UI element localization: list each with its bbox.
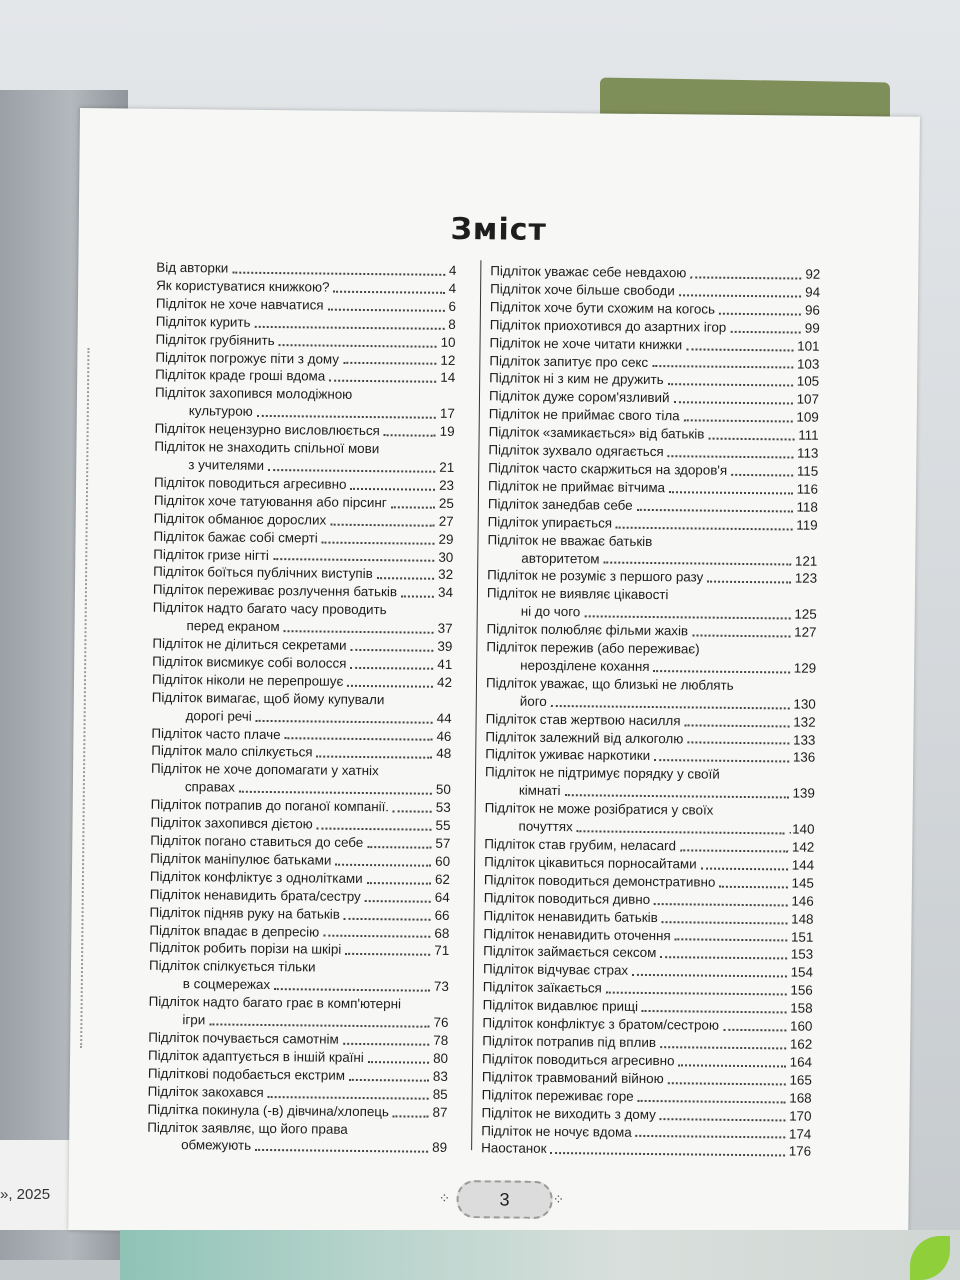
dot-leader [690,276,801,279]
dot-leader [257,415,436,419]
toc-entry-page: 4 [448,280,457,296]
toc-entry-page: 37 [437,620,453,637]
toc-entry-continuation: його [519,693,547,709]
toc-entry-title: Підліток курить [155,313,251,330]
toc-entry-title: Підліток уживає наркотики [485,746,651,764]
toc-entry-title: Підліток став грубим, нелаcard [484,836,677,854]
toc-entry-title: Як користуватися книжкою? [156,277,330,295]
toc-entry-title: Підліток адаптується в іншій країні [148,1047,364,1065]
toc-entry-page: 32 [438,567,454,583]
toc-entry-page: 153 [790,946,814,963]
toc-entry-title: Підліток запитує про секс [489,352,649,370]
toc-entry-page: 99 [804,320,820,336]
fabric-background [120,1230,960,1280]
dot-leader [209,1023,429,1027]
toc-entry-page: .140 [788,821,815,837]
toc-entry-page: 127 [794,624,817,640]
toc-entry-page: 48 [436,746,452,762]
toc-entry-title: Підліток поводиться агресивно [481,1051,675,1069]
toc-entry-page: 53 [435,799,451,816]
toc-entry-page: 109 [796,409,819,426]
toc-entry-page: 144 [791,857,815,873]
toc-entry-continuation: культурою [188,403,253,420]
toc-entry-page: 129 [793,660,817,676]
toc-entry-page: 46 [436,728,452,744]
page-title: Зміст [450,211,548,248]
dot-leader [345,953,430,956]
toc-entry-page: 174 [788,1125,812,1142]
toc-entry-page: 176 [788,1143,812,1160]
dot-leader [674,401,793,404]
toc-entry-page: 14 [440,370,456,386]
page-number: 3 [456,1180,552,1219]
toc-entry-page: 23 [439,477,455,493]
dot-leader [317,828,432,831]
dot-leader [686,348,793,351]
toc-entry-title: Підліток робить порізи на шкірі [149,940,342,958]
toc-entry-title: Підліток упирається [487,513,613,531]
toc-entry-title: Підліток ненавидить оточення [483,925,671,943]
toc-entry-page: 4 [448,262,457,278]
toc-entry-continuation: справах [184,779,235,795]
toc-entry-page: 39 [437,638,453,654]
dot-leader [719,885,787,888]
toc-entry-page: 12 [440,352,456,368]
toc-entry-title: Підліток приохотився до азартних ігор [489,317,727,335]
dot-leader [679,294,801,297]
toc-entry-title: Підліток не приймає вітчима [487,478,666,496]
dot-leader [680,849,788,852]
dot-leader [350,667,433,670]
dot-leader [669,491,793,494]
toc-entry-page: 105 [796,373,820,390]
dot-leader [652,365,793,368]
toc-entry [481,1140,811,1161]
toc-entry-page: 19 [439,423,455,440]
dot-leader [731,474,793,477]
toc-entry-page: 132 [793,714,816,730]
toc-entry-title: Підліток цікавиться порносайтами [484,854,697,872]
dot-leader [268,469,435,473]
dot-leader [565,794,789,798]
dot-leader [351,649,434,652]
toc-entry-title: Підліток не вважає батьків [487,531,653,549]
dot-leader [347,685,433,688]
toc-entry-page: 142 [791,839,815,855]
toc-entry-page: 154 [790,964,814,981]
toc-entry-title: Підліток не хоче читати книжки [489,334,683,352]
dot-leader [678,1064,785,1067]
toc-entry-page: 78 [433,1032,449,1048]
dot-leader [274,988,430,992]
toc-entry-page: 125 [794,606,817,622]
dot-leader [377,577,434,580]
toc-entry-title: Підліток не ділиться секретами [152,635,347,653]
toc-entry-title: Підліток грубіянить [155,331,275,348]
toc-entry-page: 83 [432,1068,448,1084]
toc-entry-page: 21 [439,459,455,475]
toc-entry-title: Підліток потрапив під вплив [482,1033,657,1051]
dot-leader [719,312,801,315]
toc-entry-page: 121 [794,553,818,569]
dot-leader [577,830,785,834]
dot-leader [687,742,789,745]
toc-entry-page: 89 [432,1140,448,1156]
toc-entry-title: Підліток поводиться демонстративно [483,872,716,890]
toc-entry-page: 96 [804,302,821,318]
toc-entry-title: Підліток захопився молодіжною [154,385,353,403]
toc-entry-page: 162 [789,1036,813,1052]
toc-entry-title: Підліток ні з ким не дружить [489,370,664,388]
dot-leader [668,455,793,458]
dot-leader [707,581,791,584]
dot-leader [279,344,437,348]
dot-leader [730,330,801,333]
toc-entry-page: 151 [790,929,814,945]
toc-entry-page: 160 [790,1018,813,1034]
toc-entry-title: Підліток не ночує вдома [481,1122,632,1140]
toc-entry-title: Підліток конфліктує з однолітками [149,868,363,886]
dot-leader [323,935,430,938]
toc-entry-continuation: почуттях [518,818,573,835]
column-divider [471,260,481,1150]
toc-entry-title: Підліток залежний від алкоголю [485,728,684,746]
dot-leader [335,864,431,867]
toc-entry-continuation: з учителями [188,457,265,473]
toc-entry-title: Підліток не хоче навчатися [155,295,324,313]
toc-left-column [147,259,456,1157]
toc-entry-page: 130 [793,696,816,712]
toc-entry-page: 80 [433,1050,449,1066]
toc-entry-page: 107 [796,391,820,408]
toc-entry-page: 57 [435,835,451,851]
toc-entry-page: 103 [796,356,820,372]
toc-entry-page: 50 [435,782,451,798]
toc-entry-title: Підліток захопився дієтою [150,814,313,832]
toc-entry-page: 25 [438,495,454,511]
toc-entry-page: 146 [791,893,814,909]
toc-entry-page: 145 [791,875,815,891]
dot-leader [636,1135,785,1139]
toc-entry-continuation: перед екраном [186,618,280,635]
toc-entry-title: Підліток не виходить з дому [481,1104,656,1122]
dot-leader [365,900,431,903]
toc-entry-page: 27 [438,513,454,529]
dot-leader [368,1061,429,1064]
toc-entry-page: 133 [793,732,816,748]
toc-entry-page: 30 [438,549,454,565]
dot-leader [322,541,435,544]
dot-leader [285,738,433,742]
toc-entry-page: 148 [791,911,814,927]
toc-entry-title: Підліток не виявляє цікавості [486,585,669,603]
toc-entry-title: Підліток впадає в депресію [149,922,320,940]
toc-entry-page: 123 [794,570,818,587]
toc-entry-page: 116 [796,481,819,497]
dot-leader [255,1149,428,1153]
toc-entry-title: Наостанок [481,1140,547,1157]
toc-entry-title: Підліток хоче татуювання або пірсинг [153,492,387,511]
toc-entry-page: 170 [789,1108,812,1124]
toc-entry-page: 164 [789,1054,813,1070]
toc-entry-page: 118 [796,499,818,515]
binding-stitches [80,348,93,1048]
toc-entry-title: Підліток відчуває страх [482,961,629,979]
toc-entry-title: Підліток висмикує собі волосся [152,653,347,671]
dot-leader [256,719,433,723]
toc-entry-continuation: авторитетом [521,550,600,566]
toc-entry-page: 76 [433,1014,449,1030]
toc-entry-continuation: дорогі речі [185,707,252,724]
dot-leader [654,903,787,906]
dot-leader [632,974,786,978]
dot-leader [708,438,794,441]
toc-entry-title: Підліток поводиться дивно [483,889,651,907]
toc-entry-page: 115 [796,463,819,479]
dot-leader [393,1115,429,1117]
dot-leader [350,488,435,491]
toc-entry-title: Підліток ненавидить батьків [483,907,658,925]
toc-entry-page: 66 [434,907,450,923]
toc-entry-continuation: кімнаті [518,782,561,799]
toc-entry-page: 94 [805,284,821,300]
dot-leader [344,917,431,920]
toc-entry-continuation: ні до чого [520,603,581,620]
toc-entry-page: 113 [796,445,819,461]
toc-entry-title: Підліток дуже сором'язливий [488,388,670,406]
toc-entry-page: 44 [436,710,452,726]
dot-leader [660,956,786,959]
dot-leader [284,630,434,634]
dot-leader [384,434,436,437]
toc-entry-title: Підліток «замикається» від батьків [488,424,705,442]
dot-leader [654,670,790,673]
dot-leader [668,1082,786,1085]
dot-leader [684,419,793,422]
dot-leader [551,705,790,709]
toc-entry-title: Підліток часто скаржиться на здоров'я [488,460,728,478]
toc-entry-page: 6 [448,298,457,314]
toc-entry-page: 85 [432,1086,448,1102]
dot-leader [239,791,432,795]
toc-entry-page: 158 [790,1000,813,1016]
toc-entry-page: 10 [440,334,456,350]
dot-leader [723,1029,786,1032]
stitch-decoration-left: ⁘ [438,1189,451,1206]
toc-entry-title: Підліток не приймає свого тіла [488,406,680,424]
toc-entry-page: 17 [439,406,455,422]
toc-entry-page: 168 [789,1090,812,1106]
dot-leader [606,992,787,996]
dot-leader [349,1079,429,1082]
toc-entry-title: Підліток вимагає, щоб йому купували [151,689,385,707]
dot-leader [343,362,436,365]
dot-leader [668,384,793,387]
dot-leader [616,526,792,530]
dot-leader [637,509,793,513]
toc-entry-title: Підлітка покинула (-в) дівчина/хлопець [147,1101,390,1119]
dot-leader [642,1010,786,1014]
toc-entry-page: 34 [437,585,454,601]
left-page-footer: », 2025 [0,1186,51,1203]
dot-leader [401,596,434,598]
dot-leader [393,810,432,812]
toc-entry-title: Підліток конфліктує з братом/сестрою [482,1015,720,1033]
dot-leader [328,308,445,311]
toc-entry-page: 8 [448,316,456,332]
dot-leader [692,634,790,637]
dot-leader [660,1046,786,1049]
toc-entry-continuation: в соцмережах [182,976,271,993]
toc-entry-title: Підліток видавлює прищі [482,997,639,1015]
toc-entry-title: Підліток почувається самотнім [148,1029,339,1047]
dot-leader [604,562,791,566]
toc-entry-page: 71 [434,943,450,959]
toc-entry-page: 68 [434,925,450,941]
toc-entry-continuation: нерозділене кохання [520,657,650,674]
toc-entry-title: Підліток поводиться агресивно [154,474,347,492]
dot-leader [232,272,445,276]
dot-leader [273,558,435,562]
toc-entry-title: Підліток надто багато часу проводить [152,600,387,618]
dot-leader [654,759,789,762]
toc-entry [147,1136,447,1157]
toc-entry-title: Підліток переживає розлучення батьків [152,582,398,600]
dot-leader [660,1118,785,1121]
dot-leader [317,756,433,759]
toc-entry-title: Підліток часто плаче [151,725,281,742]
toc-entry-title: Підліток не підтримує порядку у своїй [484,764,720,783]
stitch-decoration-right: ⁘ [552,1191,565,1208]
toc-entry-title: Підліток пережив (або переживає) [486,639,700,657]
toc-entry-page: 139 [792,785,815,802]
toc-entry-page: 87 [432,1104,448,1120]
toc-entry-title: Підліток травмований війною [481,1069,664,1086]
toc-entry-page: 55 [435,817,451,834]
toc-entry-page: 29 [438,531,454,547]
toc-entry-title: Підліток не хоче допомагати у хатніх [151,761,379,779]
toc-entry-title: Підліток заїкається [482,979,602,996]
toc-entry-title: Підліткові подобається екстрим [147,1065,346,1083]
dot-leader [550,1152,784,1156]
toc-entry-title: Підліток не знаходить спільної мови [154,438,380,457]
dot-leader [343,1043,430,1046]
toc-entry-page: 165 [789,1072,812,1088]
toc-entry-title: Підліток підняв руку на батьків [149,904,340,922]
toc-entry-title: Підліток краде гроші вдома [155,367,326,385]
toc-entry-title: Підліток погрожує піти з дому [155,349,340,367]
toc-entry-title: Підліток бажає собі смерті [153,528,318,546]
toc-entry-title: Підліток обманює дорослих [153,510,327,528]
toc-entry-title: Підліток ненавидить брата/сестру [149,886,361,904]
dot-leader [584,615,790,619]
toc-entry-title: Від авторки [156,259,229,276]
dot-leader [638,1099,786,1103]
toc-entry-page: 64 [434,889,450,905]
toc-entry-title: Підліток хоче більше свободи [490,281,675,299]
toc-entry-title: Підліток занедбав себе [487,496,633,513]
toc-entry-title: Підліток став жертвою насилля [485,710,681,728]
toc-entry-title: Підліток переживає горе [481,1086,634,1104]
toc-entry-title: Підліток погано ставиться до себе [150,832,364,851]
toc-entry-title: Підліток хоче бути схожим на когось [489,299,716,317]
toc-entry-title: Підліток мало спілкується [151,743,313,760]
toc-entry-page: 111 [798,427,819,443]
toc-entry-continuation: обмежують [181,1137,252,1154]
toc-right-column [481,262,820,1161]
toc-entry-title: Підліток маніпулює батьками [150,850,332,868]
dot-leader [701,867,788,870]
dot-leader [684,724,789,727]
toc-entry-title: Підліток заявляє, що його права [147,1119,348,1137]
toc-entry-page: 41 [437,656,453,672]
toc-entry-page: 136 [792,749,816,766]
toc-entry-page: 119 [796,517,818,533]
toc-entry-title: Підліток зухвало одягається [488,442,664,460]
toc-entry-title: Підліток закохався [147,1083,264,1100]
toc-entry-page: 60 [435,853,451,869]
dot-leader [255,325,445,329]
toc-entry-title: Підліток займається сексом [483,943,657,961]
toc-entry-title: Підліток потрапив до поганої компанії. [150,796,390,815]
toc-entry-title: Підліток не розуміє з першого разу [487,567,704,585]
dot-leader [367,846,431,849]
dot-leader [329,380,436,383]
toc-entry-continuation: ігри [182,1012,206,1028]
toc-entry-title: Підліток боїться публічних виступів [153,564,373,582]
toc-entry-title: Підліток не може розібратися у своїх [484,800,714,818]
toc-entry-title: Підліток нецензурно висловлюється [154,420,380,439]
toc-entry-page: 101 [797,338,820,354]
dot-leader [268,1096,429,1100]
toc-entry-title: Підліток уважає, що близькі не люблять [485,675,734,693]
toc-entry-page: 73 [433,979,449,995]
dot-leader [333,290,444,293]
toc-entry-title: Підліток гризе нігті [153,546,269,563]
dot-leader [367,882,431,885]
toc-entry-title: Підліток ніколи не перепрошує [151,671,344,689]
dot-leader [391,506,435,508]
toc-entry-page: 42 [437,674,453,690]
toc-entry-page: 92 [805,266,821,282]
toc-entry-title: Підліток полюбляє фільми жахів [486,621,689,639]
toc-entry-title: Підліток надто багато грає в комп'ютерні [148,993,402,1012]
toc-entry-title: Підліток уважає себе невдахою [490,263,687,281]
contents-page [68,108,920,1239]
dot-leader [330,523,435,526]
toc-entry-page: 62 [434,871,451,887]
toc-entry-page: 156 [790,982,813,998]
dot-leader [662,921,787,924]
dot-leader [675,939,787,942]
toc-entry-title: Підліток спілкується тільки [148,958,316,975]
